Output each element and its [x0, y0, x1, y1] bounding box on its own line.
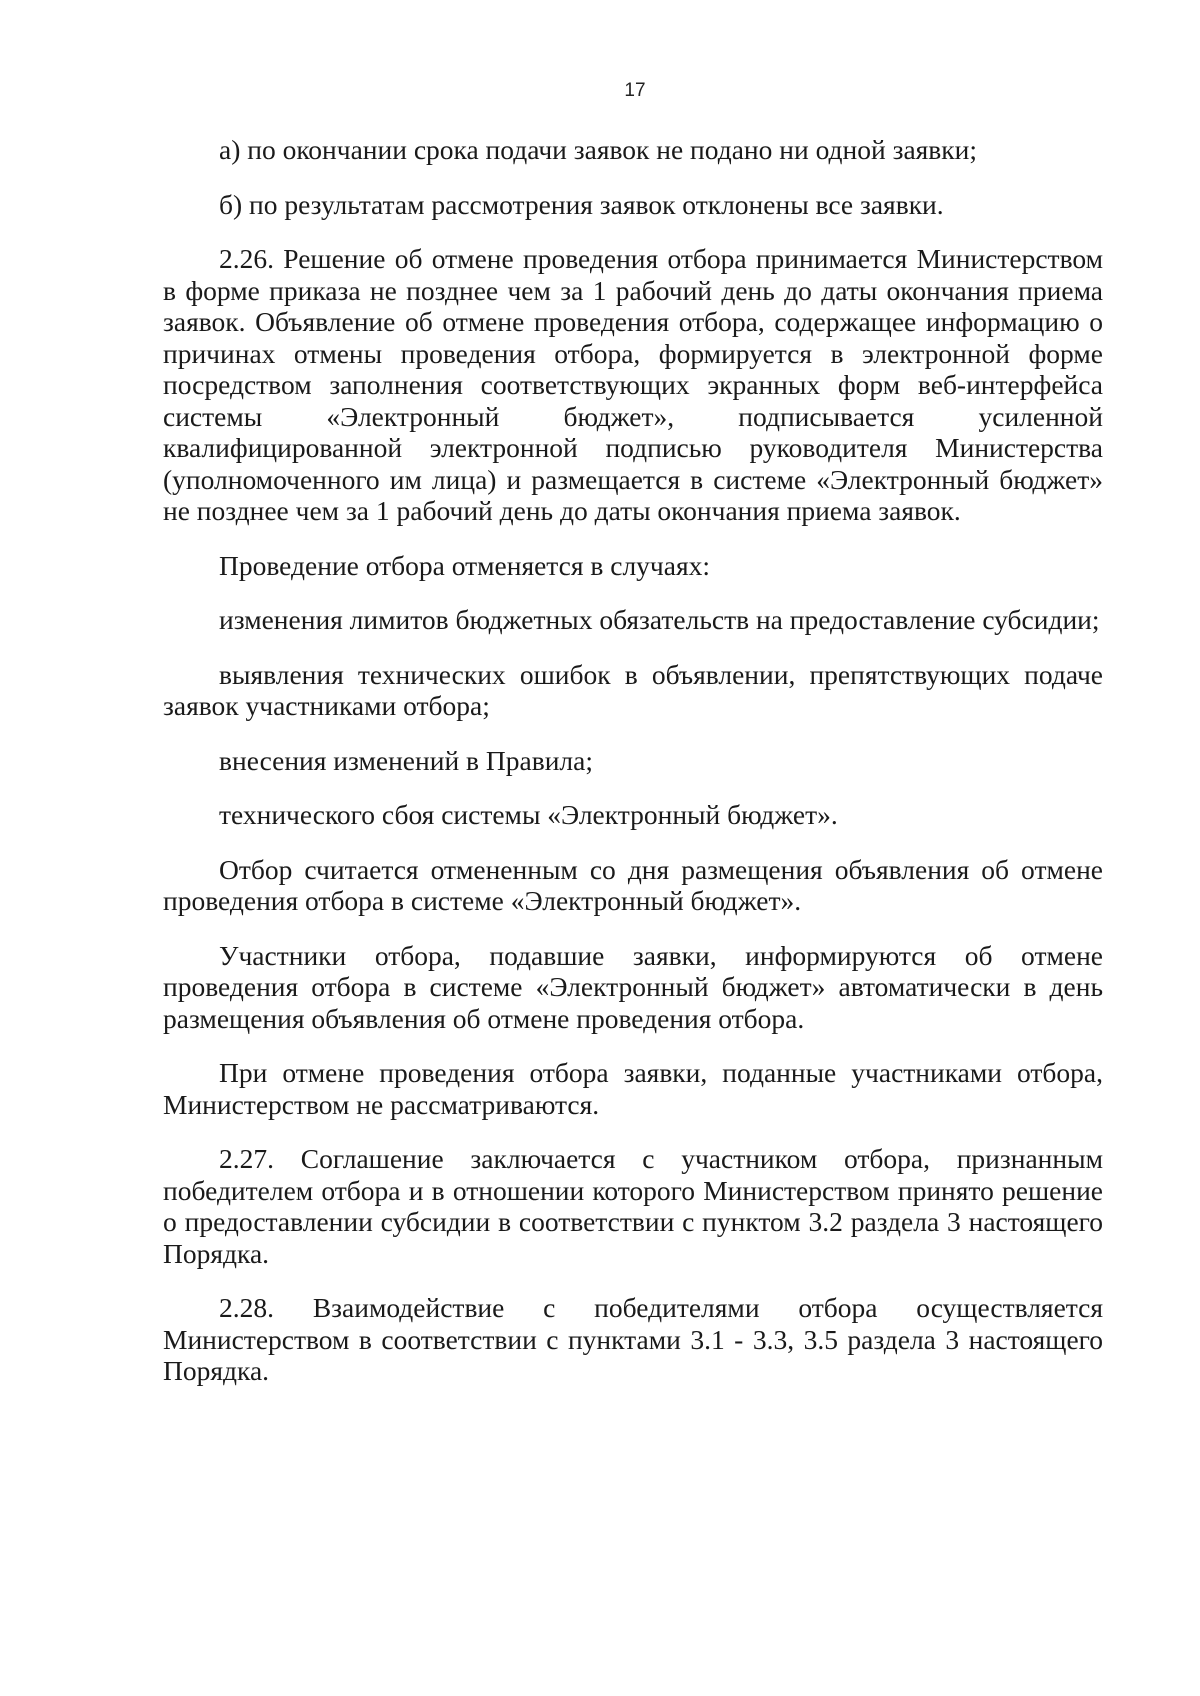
- page-number: 17: [624, 80, 646, 101]
- paragraph-2-27: 2.27. Соглашение заключается с участником отбора, признанным победителем отбора и в отношении которого Министерством принято решение о предоставлении субсидии в соответствии с пунктом 3.2 раздела 3 настоящего Порядка.: [163, 1143, 1103, 1269]
- paragraph-participants-informed: Участники отбора, подавшие заявки, информируются об отмене проведения отбора в системе «Электронный бюджет» автоматически в день размещения объявления об отмене проведения отбора.: [163, 939, 1103, 1034]
- paragraph-item-b: б) по результатам рассмотрения заявок отклонены все заявки.: [219, 188, 944, 220]
- paragraph-case-technical-errors: выявления технических ошибок в объявлении, препятствующих подаче заявок участниками отбора;: [163, 658, 1103, 721]
- paragraph-case-rules-changes: внесения изменений в Правила;: [219, 744, 593, 776]
- paragraph-case-budget-limits: изменения лимитов бюджетных обязательств на предоставление субсидии;: [219, 604, 1100, 635]
- paragraph-applications-not-considered: При отмене проведения отбора заявки, поданные участниками отбора, Министерством не рассматриваются.: [163, 1057, 1103, 1120]
- paragraph-cancellation-cases-intro: Проведение отбора отменяется в случаях:: [219, 549, 710, 581]
- paragraph-2-26: 2.26. Решение об отмене проведения отбора принимается Министерством в форме приказа не позднее чем за 1 рабочий день до даты окончания приема заявок. Объявление об отмене проведения отбора, содержащее информацию о причинах отмены проведения отбора, формируется в электронной форме посредством заполнения соответствующих экранных форм веб-интерфейса системы «Электронный бюджет», подписывается усиленной квалифицированной электронной подписью руководителя Министерства (уполномоченного им лица) и размещается в системе «Электронный бюджет» не позднее чем за 1 рабочий день до даты окончания приема заявок.: [163, 243, 1103, 526]
- paragraph-selection-cancelled: Отбор считается отмененным со дня размещения объявления об отмене проведения отбора в системе «Электронный бюджет».: [163, 853, 1103, 916]
- paragraph-2-28: 2.28. Взаимодействие с победителями отбора осуществляется Министерством в соответствии с пунктами 3.1 - 3.3, 3.5 раздела 3 настоящего Порядка.: [163, 1292, 1103, 1386]
- document-body: [163, 134, 1103, 1387]
- paragraph-case-system-failure: технического сбоя системы «Электронный бюджет».: [219, 799, 838, 830]
- paragraph-item-a: а) по окончании срока подачи заявок не подано ни одной заявки;: [219, 134, 977, 165]
